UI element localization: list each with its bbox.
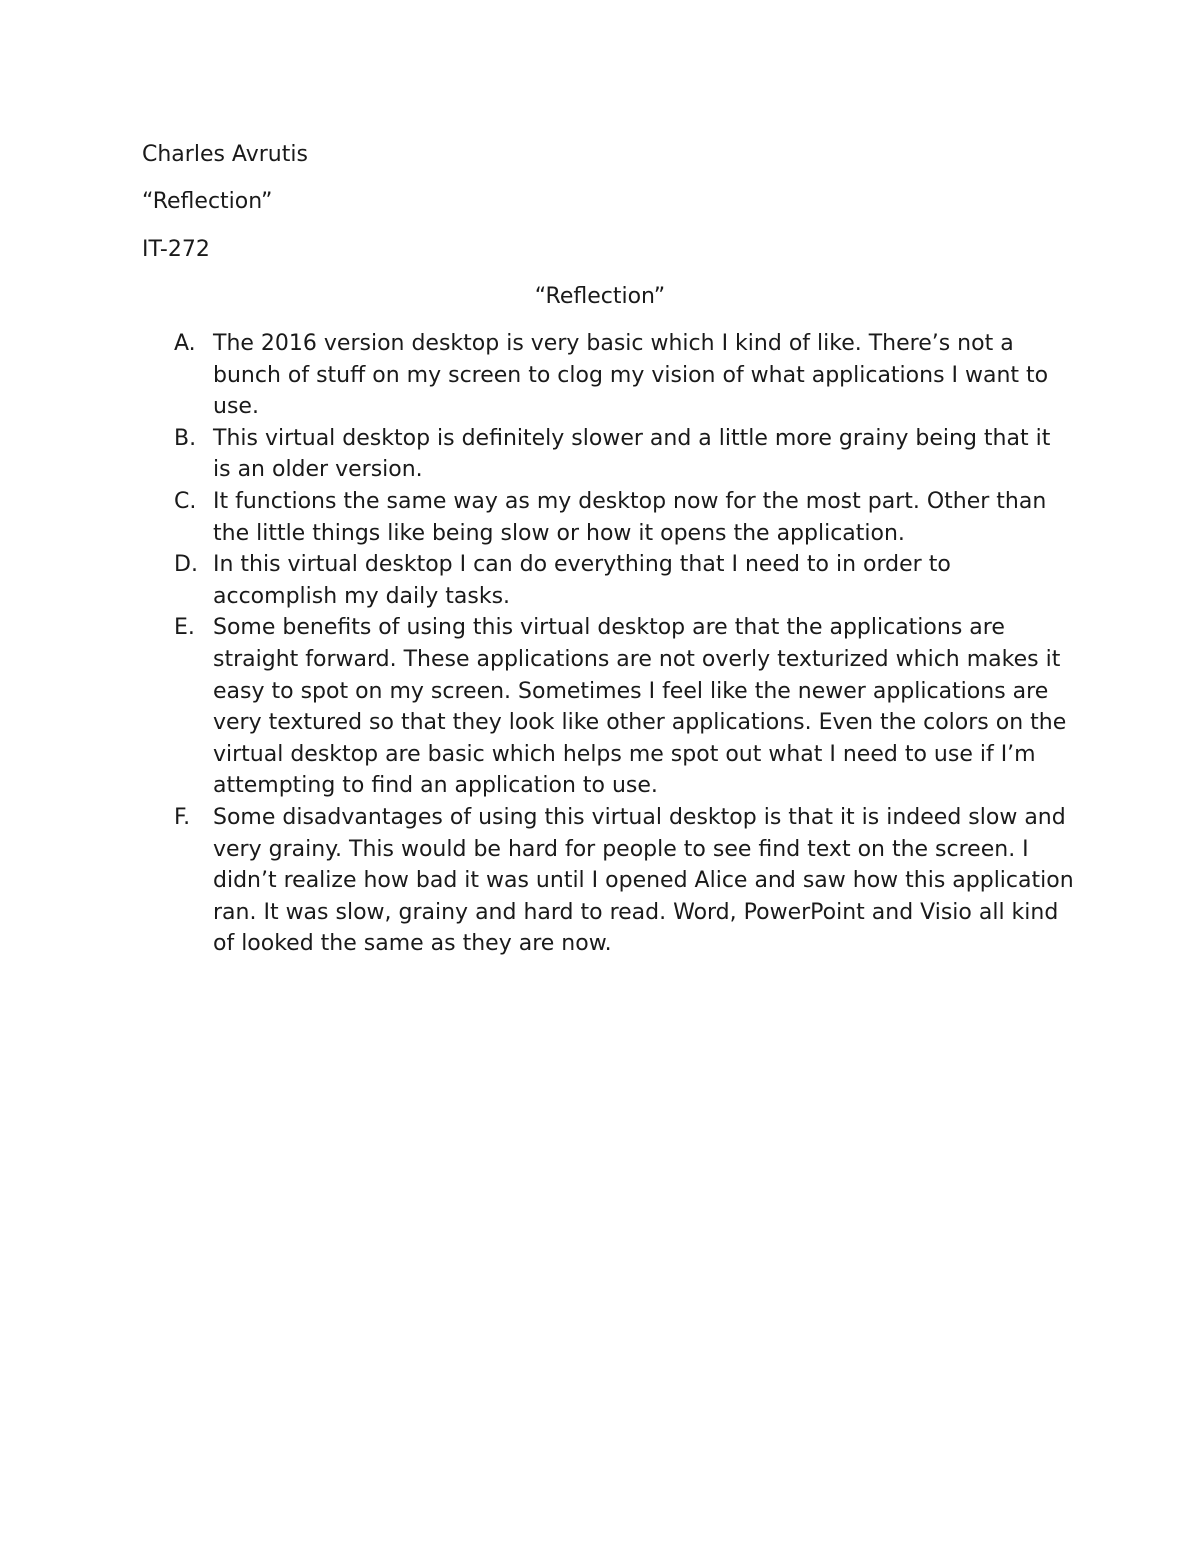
list-marker: E. [174, 615, 195, 641]
list-marker: B. [174, 425, 197, 451]
list-marker: C. [174, 488, 197, 514]
list-item-b [174, 423, 1074, 486]
author-name: Charles Avrutis [142, 142, 308, 167]
list-item-text: This virtual desktop is definitely slower and a little more grainy being that it is an older version. [213, 425, 1051, 483]
list-item-d [174, 549, 1074, 612]
list-item-a [174, 328, 1074, 423]
list-item-text: Some disadvantages of using this virtual desktop is that it is indeed slow and very grainy. This would be hard for people to see find text on the screen. I didn’t realize how bad it was until I opened Alice and saw how this application ran. It was slow, grainy and hard to read. Word, PowerPoint and Visio all kind of looked the same as they are now. [213, 804, 1074, 957]
course-code: IT-272 [142, 237, 210, 262]
list-marker: F. [174, 804, 191, 830]
list-item-text: Some benefits of using this virtual desktop are that the applications are straight forward. These applications are not overly texturized which makes it easy to spot on my screen. Sometimes I feel like the newer applications are very textured so that they look like other applications. Even the colors on the virtual desktop are basic which helps me spot out what I need to use if I’m attempting to find an application to use. [213, 615, 1067, 799]
list-item-text: It functions the same way as my desktop now for the most part. Other than the little things like being slow or how it opens the application. [213, 488, 1047, 546]
list-item-c [174, 486, 1074, 549]
reflection-list [174, 328, 1074, 960]
list-item-text: The 2016 version desktop is very basic which I kind of like. There’s not a bunch of stuff on my screen to clog my vision of what applications I want to use. [213, 331, 1049, 420]
list-item-f [174, 802, 1074, 960]
list-marker: D. [174, 552, 198, 578]
list-item-text: In this virtual desktop I can do everything that I need to in order to accomplish my daily tasks. [213, 552, 951, 609]
list-marker: A. [174, 331, 196, 356]
list-item-e [174, 612, 1074, 802]
document-title: “Reflection” [534, 284, 666, 309]
assignment-name: “Reflection” [142, 189, 273, 214]
